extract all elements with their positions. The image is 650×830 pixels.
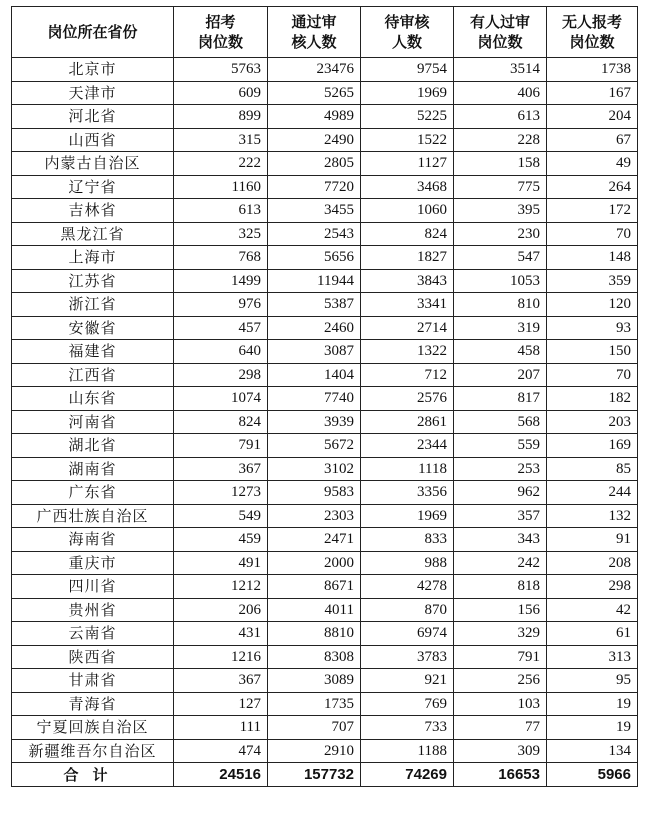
pending-cell: 9754 [361, 58, 454, 82]
province-cell: 广东省 [12, 481, 174, 505]
pending-cell: 2344 [361, 434, 454, 458]
positions-cell: 899 [174, 105, 268, 129]
pending-cell: 3843 [361, 269, 454, 293]
positions-cell: 491 [174, 551, 268, 575]
approved-cell: 3939 [268, 410, 361, 434]
no-applicant-cell: 70 [547, 222, 638, 246]
no-applicant-cell: 120 [547, 293, 638, 317]
table-row [12, 504, 638, 528]
approved-positions-cell: 329 [454, 622, 547, 646]
approved-cell: 5265 [268, 81, 361, 105]
approved-positions-cell: 230 [454, 222, 547, 246]
total-approved-positions: 16653 [454, 763, 547, 787]
table-row [12, 645, 638, 669]
approved-cell: 2471 [268, 528, 361, 552]
pending-cell: 3783 [361, 645, 454, 669]
no-applicant-cell: 359 [547, 269, 638, 293]
no-applicant-cell: 134 [547, 739, 638, 763]
table-row [12, 128, 638, 152]
approved-cell: 1404 [268, 363, 361, 387]
pending-cell: 1118 [361, 457, 454, 481]
province-cell: 广西壮族自治区 [12, 504, 174, 528]
approved-cell: 2303 [268, 504, 361, 528]
pending-cell: 833 [361, 528, 454, 552]
positions-cell: 459 [174, 528, 268, 552]
positions-cell: 431 [174, 622, 268, 646]
no-applicant-cell: 203 [547, 410, 638, 434]
no-applicant-cell: 244 [547, 481, 638, 505]
positions-cell: 1160 [174, 175, 268, 199]
province-cell: 贵州省 [12, 598, 174, 622]
pending-cell: 5225 [361, 105, 454, 129]
pending-cell: 1127 [361, 152, 454, 176]
positions-cell: 768 [174, 246, 268, 270]
positions-cell: 824 [174, 410, 268, 434]
table-row [12, 246, 638, 270]
header-text-line: 岗位所在省份 [47, 23, 138, 41]
province-cell: 河北省 [12, 105, 174, 129]
pending-cell: 733 [361, 716, 454, 740]
recruitment-statistics-table [11, 6, 638, 787]
province-cell: 安徽省 [12, 316, 174, 340]
no-applicant-cell: 298 [547, 575, 638, 599]
header-text-line: 岗位数 [569, 33, 615, 51]
pending-cell: 1969 [361, 81, 454, 105]
positions-cell: 549 [174, 504, 268, 528]
table-row [12, 175, 638, 199]
approved-cell: 11944 [268, 269, 361, 293]
province-cell: 内蒙古自治区 [12, 152, 174, 176]
approved-positions-cell: 77 [454, 716, 547, 740]
pending-cell: 824 [361, 222, 454, 246]
pending-cell: 1322 [361, 340, 454, 364]
positions-cell: 640 [174, 340, 268, 364]
pending-cell: 988 [361, 551, 454, 575]
approved-positions-cell: 962 [454, 481, 547, 505]
positions-cell: 1212 [174, 575, 268, 599]
table-row [12, 669, 638, 693]
no-applicant-cell: 172 [547, 199, 638, 223]
approved-positions-cell: 810 [454, 293, 547, 317]
positions-cell: 791 [174, 434, 268, 458]
pending-cell: 3468 [361, 175, 454, 199]
approved-cell: 3455 [268, 199, 361, 223]
pending-cell: 1522 [361, 128, 454, 152]
province-cell: 新疆维吾尔自治区 [12, 739, 174, 763]
no-applicant-cell: 182 [547, 387, 638, 411]
table-header [12, 7, 638, 58]
approved-positions-cell: 343 [454, 528, 547, 552]
positions-cell: 127 [174, 692, 268, 716]
positions-cell: 1074 [174, 387, 268, 411]
pending-cell: 1827 [361, 246, 454, 270]
approved-cell: 2805 [268, 152, 361, 176]
province-cell: 辽宁省 [12, 175, 174, 199]
province-cell: 黑龙江省 [12, 222, 174, 246]
table-row [12, 363, 638, 387]
approved-positions-cell: 253 [454, 457, 547, 481]
approved-positions-cell: 158 [454, 152, 547, 176]
total-label: 合计 [12, 763, 174, 787]
header-approved-positions [454, 7, 547, 58]
positions-cell: 474 [174, 739, 268, 763]
pending-cell: 769 [361, 692, 454, 716]
table-row [12, 269, 638, 293]
table-row [12, 340, 638, 364]
no-applicant-cell: 70 [547, 363, 638, 387]
province-cell: 上海市 [12, 246, 174, 270]
no-applicant-cell: 91 [547, 528, 638, 552]
table-row [12, 457, 638, 481]
positions-cell: 315 [174, 128, 268, 152]
positions-cell: 367 [174, 669, 268, 693]
no-applicant-cell: 67 [547, 128, 638, 152]
pending-cell: 2714 [361, 316, 454, 340]
positions-cell: 457 [174, 316, 268, 340]
positions-cell: 325 [174, 222, 268, 246]
header-province [12, 7, 174, 58]
no-applicant-cell: 204 [547, 105, 638, 129]
approved-cell: 5656 [268, 246, 361, 270]
no-applicant-cell: 42 [547, 598, 638, 622]
table-row [12, 481, 638, 505]
no-applicant-cell: 313 [547, 645, 638, 669]
header-no-applicant-positions [547, 7, 638, 58]
total-approved: 157732 [268, 763, 361, 787]
pending-cell: 3341 [361, 293, 454, 317]
approved-cell: 2460 [268, 316, 361, 340]
approved-positions-cell: 319 [454, 316, 547, 340]
header-positions [174, 7, 268, 58]
approved-cell: 5387 [268, 293, 361, 317]
approved-cell: 3087 [268, 340, 361, 364]
province-cell: 湖南省 [12, 457, 174, 481]
no-applicant-cell: 19 [547, 716, 638, 740]
approved-positions-cell: 103 [454, 692, 547, 716]
approved-positions-cell: 228 [454, 128, 547, 152]
approved-positions-cell: 559 [454, 434, 547, 458]
pending-cell: 1969 [361, 504, 454, 528]
table-row [12, 716, 638, 740]
no-applicant-cell: 148 [547, 246, 638, 270]
approved-positions-cell: 357 [454, 504, 547, 528]
pending-cell: 1060 [361, 199, 454, 223]
no-applicant-cell: 208 [547, 551, 638, 575]
table-row [12, 316, 638, 340]
header-approved [268, 7, 361, 58]
province-cell: 江苏省 [12, 269, 174, 293]
approved-positions-cell: 547 [454, 246, 547, 270]
approved-cell: 9583 [268, 481, 361, 505]
table-row [12, 739, 638, 763]
province-cell: 浙江省 [12, 293, 174, 317]
approved-positions-cell: 256 [454, 669, 547, 693]
province-cell: 四川省 [12, 575, 174, 599]
approved-cell: 1735 [268, 692, 361, 716]
approved-cell: 8810 [268, 622, 361, 646]
table-row [12, 692, 638, 716]
no-applicant-cell: 19 [547, 692, 638, 716]
no-applicant-cell: 167 [547, 81, 638, 105]
total-positions: 24516 [174, 763, 268, 787]
province-cell: 吉林省 [12, 199, 174, 223]
header-text-line: 待审核 [384, 13, 430, 31]
pending-cell: 921 [361, 669, 454, 693]
province-cell: 海南省 [12, 528, 174, 552]
positions-cell: 5763 [174, 58, 268, 82]
table-row [12, 410, 638, 434]
approved-positions-cell: 3514 [454, 58, 547, 82]
approved-positions-cell: 207 [454, 363, 547, 387]
table-row [12, 622, 638, 646]
positions-cell: 298 [174, 363, 268, 387]
approved-cell: 2000 [268, 551, 361, 575]
approved-cell: 8671 [268, 575, 361, 599]
no-applicant-cell: 264 [547, 175, 638, 199]
province-cell: 甘肃省 [12, 669, 174, 693]
approved-positions-cell: 458 [454, 340, 547, 364]
positions-cell: 976 [174, 293, 268, 317]
province-cell: 陕西省 [12, 645, 174, 669]
positions-cell: 1273 [174, 481, 268, 505]
table-row [12, 293, 638, 317]
table-footer [12, 763, 638, 787]
pending-cell: 870 [361, 598, 454, 622]
positions-cell: 613 [174, 199, 268, 223]
approved-cell: 3102 [268, 457, 361, 481]
province-cell: 江西省 [12, 363, 174, 387]
header-text-line: 人数 [391, 33, 422, 51]
positions-cell: 609 [174, 81, 268, 105]
table-row [12, 434, 638, 458]
approved-cell: 8308 [268, 645, 361, 669]
pending-cell: 2861 [361, 410, 454, 434]
table-row [12, 598, 638, 622]
province-cell: 云南省 [12, 622, 174, 646]
province-cell: 北京市 [12, 58, 174, 82]
no-applicant-cell: 93 [547, 316, 638, 340]
approved-positions-cell: 309 [454, 739, 547, 763]
approved-positions-cell: 406 [454, 81, 547, 105]
positions-cell: 222 [174, 152, 268, 176]
approved-cell: 707 [268, 716, 361, 740]
positions-cell: 367 [174, 457, 268, 481]
approved-positions-cell: 242 [454, 551, 547, 575]
province-cell: 山东省 [12, 387, 174, 411]
table-row [12, 528, 638, 552]
positions-cell: 111 [174, 716, 268, 740]
approved-positions-cell: 156 [454, 598, 547, 622]
approved-positions-cell: 791 [454, 645, 547, 669]
no-applicant-cell: 85 [547, 457, 638, 481]
approved-cell: 3089 [268, 669, 361, 693]
header-text-line: 岗位数 [477, 33, 523, 51]
province-cell: 山西省 [12, 128, 174, 152]
table-row [12, 222, 638, 246]
table-row [12, 551, 638, 575]
table-row [12, 152, 638, 176]
approved-cell: 7740 [268, 387, 361, 411]
approved-positions-cell: 775 [454, 175, 547, 199]
approved-cell: 7720 [268, 175, 361, 199]
approved-positions-cell: 568 [454, 410, 547, 434]
approved-positions-cell: 817 [454, 387, 547, 411]
pending-cell: 1188 [361, 739, 454, 763]
header-row [12, 7, 638, 58]
header-text-line: 无人报考 [561, 13, 622, 31]
positions-cell: 1499 [174, 269, 268, 293]
no-applicant-cell: 169 [547, 434, 638, 458]
no-applicant-cell: 150 [547, 340, 638, 364]
header-pending [361, 7, 454, 58]
approved-cell: 2490 [268, 128, 361, 152]
pending-cell: 4278 [361, 575, 454, 599]
province-cell: 宁夏回族自治区 [12, 716, 174, 740]
approved-cell: 5672 [268, 434, 361, 458]
approved-cell: 23476 [268, 58, 361, 82]
province-cell: 河南省 [12, 410, 174, 434]
table-row [12, 575, 638, 599]
approved-positions-cell: 613 [454, 105, 547, 129]
approved-cell: 2543 [268, 222, 361, 246]
pending-cell: 2576 [361, 387, 454, 411]
header-text-line: 岗位数 [197, 33, 243, 51]
positions-cell: 1216 [174, 645, 268, 669]
province-cell: 重庆市 [12, 551, 174, 575]
approved-positions-cell: 1053 [454, 269, 547, 293]
province-cell: 天津市 [12, 81, 174, 105]
table-row [12, 58, 638, 82]
table-row [12, 81, 638, 105]
header-text-line: 有人过审 [469, 13, 530, 31]
header-text-line: 核人数 [291, 33, 337, 51]
header-text-line: 通过审 [291, 13, 337, 31]
table-body [12, 58, 638, 763]
no-applicant-cell: 1738 [547, 58, 638, 82]
total-pending: 74269 [361, 763, 454, 787]
table-row [12, 387, 638, 411]
no-applicant-cell: 95 [547, 669, 638, 693]
approved-cell: 2910 [268, 739, 361, 763]
approved-cell: 4011 [268, 598, 361, 622]
header-text-line: 招考 [205, 13, 236, 31]
province-cell: 青海省 [12, 692, 174, 716]
approved-cell: 4989 [268, 105, 361, 129]
no-applicant-cell: 49 [547, 152, 638, 176]
no-applicant-cell: 132 [547, 504, 638, 528]
no-applicant-cell: 61 [547, 622, 638, 646]
province-cell: 福建省 [12, 340, 174, 364]
approved-positions-cell: 818 [454, 575, 547, 599]
total-row [12, 763, 638, 787]
approved-positions-cell: 395 [454, 199, 547, 223]
pending-cell: 712 [361, 363, 454, 387]
positions-cell: 206 [174, 598, 268, 622]
pending-cell: 3356 [361, 481, 454, 505]
pending-cell: 6974 [361, 622, 454, 646]
total-no-applicant: 5966 [547, 763, 638, 787]
table-row [12, 105, 638, 129]
province-cell: 湖北省 [12, 434, 174, 458]
table-row [12, 199, 638, 223]
